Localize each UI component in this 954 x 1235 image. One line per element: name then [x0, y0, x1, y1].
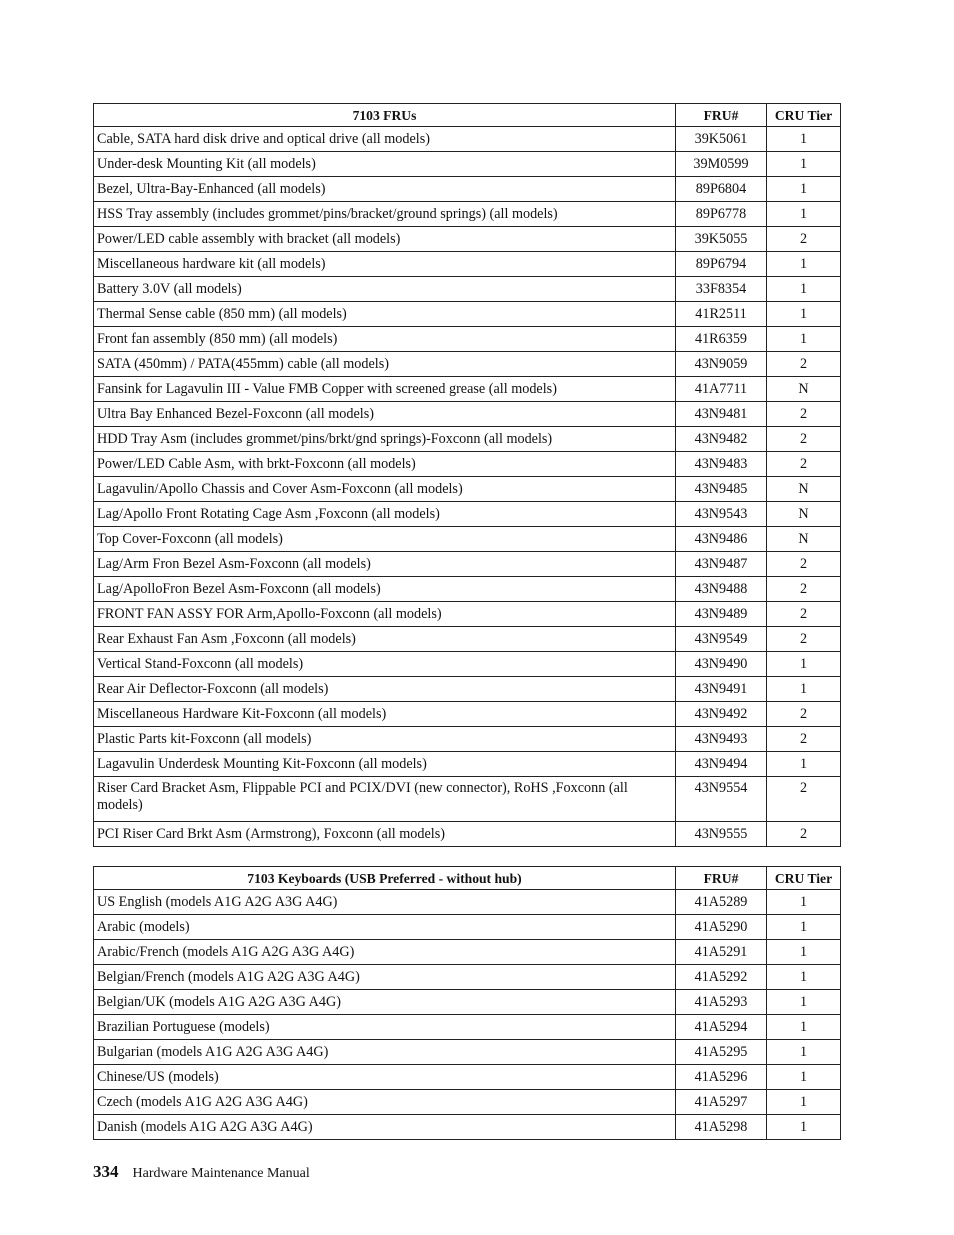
cru-tier-cell: 1 [767, 1115, 841, 1140]
cru-tier-cell: 1 [767, 277, 841, 302]
table-row [94, 427, 841, 452]
part-description-cell: HDD Tray Asm (includes grommet/pins/brkt/gnd springs)-Foxconn (all models) [94, 427, 676, 452]
table-row [94, 402, 841, 427]
part-description-cell: Thermal Sense cable (850 mm) (all models) [94, 302, 676, 327]
table-row [94, 502, 841, 527]
table-row [94, 915, 841, 940]
table-row [94, 302, 841, 327]
fru-number-cell: 39K5055 [676, 227, 767, 252]
fru-number-cell: 41A5291 [676, 940, 767, 965]
table-row [94, 377, 841, 402]
column-header-fru: FRU# [676, 104, 767, 127]
cru-tier-cell: 2 [767, 627, 841, 652]
fru-number-cell: 43N9485 [676, 477, 767, 502]
cru-tier-cell: 1 [767, 652, 841, 677]
page-footer [93, 1162, 310, 1182]
fru-number-cell: 41A7711 [676, 377, 767, 402]
table-row [94, 822, 841, 847]
table-row [94, 577, 841, 602]
table-row [94, 965, 841, 990]
cru-tier-cell: 1 [767, 1065, 841, 1090]
fru-number-cell: 43N9481 [676, 402, 767, 427]
table-row [94, 452, 841, 477]
column-header-description: 7103 Keyboards (USB Preferred - without hub) [94, 867, 676, 890]
cru-tier-cell: N [767, 527, 841, 552]
table-row [94, 1090, 841, 1115]
part-description-cell: Arabic/French (models A1G A2G A3G A4G) [94, 940, 676, 965]
fru-number-cell: 43N9494 [676, 752, 767, 777]
cru-tier-cell: 1 [767, 990, 841, 1015]
table-row [94, 327, 841, 352]
table-row [94, 652, 841, 677]
table-row [94, 627, 841, 652]
fru-number-cell: 41A5296 [676, 1065, 767, 1090]
fru-number-cell: 41A5290 [676, 915, 767, 940]
column-header-description: 7103 FRUs [94, 104, 676, 127]
part-description-cell: Bulgarian (models A1G A2G A3G A4G) [94, 1040, 676, 1065]
fru-number-cell: 41A5297 [676, 1090, 767, 1115]
table-row [94, 677, 841, 702]
column-header-cru-tier: CRU Tier [767, 867, 841, 890]
part-description-cell: Lag/Arm Fron Bezel Asm-Foxconn (all models) [94, 552, 676, 577]
fru-number-cell: 41A5292 [676, 965, 767, 990]
fru-number-cell: 41A5295 [676, 1040, 767, 1065]
part-description-cell: Riser Card Bracket Asm, Flippable PCI and PCIX/DVI (new connector), RoHS ,Foxconn (all models) [94, 777, 676, 822]
table-row [94, 477, 841, 502]
fru-number-cell: 39K5061 [676, 127, 767, 152]
part-description-cell: Lagavulin Underdesk Mounting Kit-Foxconn (all models) [94, 752, 676, 777]
table-row [94, 252, 841, 277]
part-description-cell: Power/LED Cable Asm, with brkt-Foxconn (all models) [94, 452, 676, 477]
fru-number-cell: 43N9490 [676, 652, 767, 677]
cru-tier-cell: 2 [767, 602, 841, 627]
table-row [94, 990, 841, 1015]
fru-number-cell: 41A5293 [676, 990, 767, 1015]
table-row [94, 1040, 841, 1065]
table-row [94, 602, 841, 627]
cru-tier-cell: 1 [767, 1090, 841, 1115]
fru-number-cell: 43N9059 [676, 352, 767, 377]
fru-number-cell: 43N9492 [676, 702, 767, 727]
part-description-cell: Vertical Stand-Foxconn (all models) [94, 652, 676, 677]
table-row [94, 552, 841, 577]
keyboard-table [93, 866, 841, 1140]
cru-tier-cell: 1 [767, 127, 841, 152]
cru-tier-cell: 1 [767, 752, 841, 777]
cru-tier-cell: 2 [767, 552, 841, 577]
table-row [94, 752, 841, 777]
table-row [94, 727, 841, 752]
cru-tier-cell: 1 [767, 915, 841, 940]
part-description-cell: Under-desk Mounting Kit (all models) [94, 152, 676, 177]
fru-number-cell: 41R6359 [676, 327, 767, 352]
cru-tier-cell: 2 [767, 577, 841, 602]
cru-tier-cell: 1 [767, 177, 841, 202]
table-header-row [94, 104, 841, 127]
cru-tier-cell: 2 [767, 352, 841, 377]
fru-number-cell: 43N9491 [676, 677, 767, 702]
fru-number-cell: 43N9493 [676, 727, 767, 752]
fru-number-cell: 89P6804 [676, 177, 767, 202]
cru-tier-cell: 1 [767, 327, 841, 352]
fru-number-cell: 43N9555 [676, 822, 767, 847]
part-description-cell: Ultra Bay Enhanced Bezel-Foxconn (all models) [94, 402, 676, 427]
fru-number-cell: 89P6778 [676, 202, 767, 227]
cru-tier-cell: N [767, 377, 841, 402]
part-description-cell: Lag/ApolloFron Bezel Asm-Foxconn (all models) [94, 577, 676, 602]
part-description-cell: Front fan assembly (850 mm) (all models) [94, 327, 676, 352]
table-row [94, 352, 841, 377]
manual-title: Hardware Maintenance Manual [132, 1166, 310, 1181]
table-row [94, 890, 841, 915]
cru-tier-cell: 2 [767, 702, 841, 727]
part-description-cell: Battery 3.0V (all models) [94, 277, 676, 302]
fru-number-cell: 41A5294 [676, 1015, 767, 1040]
fru-number-cell: 43N9482 [676, 427, 767, 452]
table-header-row [94, 867, 841, 890]
cru-tier-cell: 2 [767, 777, 841, 822]
cru-tier-cell: 2 [767, 427, 841, 452]
fru-number-cell: 43N9543 [676, 502, 767, 527]
part-description-cell: Brazilian Portuguese (models) [94, 1015, 676, 1040]
part-description-cell: SATA (450mm) / PATA(455mm) cable (all models) [94, 352, 676, 377]
cru-tier-cell: 1 [767, 940, 841, 965]
cru-tier-cell: 2 [767, 822, 841, 847]
page-number: 334 [93, 1162, 119, 1181]
part-description-cell: FRONT FAN ASSY FOR Arm,Apollo-Foxconn (all models) [94, 602, 676, 627]
part-description-cell: Rear Air Deflector-Foxconn (all models) [94, 677, 676, 702]
part-description-cell: Lag/Apollo Front Rotating Cage Asm ,Foxconn (all models) [94, 502, 676, 527]
cru-tier-cell: N [767, 502, 841, 527]
fru-table [93, 103, 841, 847]
part-description-cell: Rear Exhaust Fan Asm ,Foxconn (all models) [94, 627, 676, 652]
part-description-cell: Miscellaneous hardware kit (all models) [94, 252, 676, 277]
fru-number-cell: 43N9486 [676, 527, 767, 552]
table-row [94, 527, 841, 552]
table-row [94, 277, 841, 302]
fru-number-cell: 43N9549 [676, 627, 767, 652]
part-description-cell: Czech (models A1G A2G A3G A4G) [94, 1090, 676, 1115]
part-description-cell: Power/LED cable assembly with bracket (all models) [94, 227, 676, 252]
table-row [94, 1115, 841, 1140]
column-header-fru: FRU# [676, 867, 767, 890]
cru-tier-cell: 1 [767, 152, 841, 177]
cru-tier-cell: 2 [767, 227, 841, 252]
cru-tier-cell: 1 [767, 965, 841, 990]
table-row [94, 1015, 841, 1040]
fru-number-cell: 41R2511 [676, 302, 767, 327]
part-description-cell: HSS Tray assembly (includes grommet/pins/bracket/ground springs) (all models) [94, 202, 676, 227]
column-header-cru-tier: CRU Tier [767, 104, 841, 127]
part-description-cell: Belgian/French (models A1G A2G A3G A4G) [94, 965, 676, 990]
cru-tier-cell: 2 [767, 402, 841, 427]
table-row [94, 702, 841, 727]
fru-number-cell: 39M0599 [676, 152, 767, 177]
part-description-cell: Lagavulin/Apollo Chassis and Cover Asm-Foxconn (all models) [94, 477, 676, 502]
table-row [94, 1065, 841, 1090]
fru-number-cell: 43N9488 [676, 577, 767, 602]
fru-number-cell: 41A5298 [676, 1115, 767, 1140]
part-description-cell: Belgian/UK (models A1G A2G A3G A4G) [94, 990, 676, 1015]
part-description-cell: US English (models A1G A2G A3G A4G) [94, 890, 676, 915]
part-description-cell: Fansink for Lagavulin III - Value FMB Copper with screened grease (all models) [94, 377, 676, 402]
cru-tier-cell: 1 [767, 302, 841, 327]
part-description-cell: Danish (models A1G A2G A3G A4G) [94, 1115, 676, 1140]
table-row [94, 177, 841, 202]
fru-number-cell: 41A5289 [676, 890, 767, 915]
cru-tier-cell: 1 [767, 1015, 841, 1040]
cru-tier-cell: 1 [767, 1040, 841, 1065]
part-description-cell: Chinese/US (models) [94, 1065, 676, 1090]
fru-number-cell: 43N9487 [676, 552, 767, 577]
part-description-cell: Miscellaneous Hardware Kit-Foxconn (all models) [94, 702, 676, 727]
table-row [94, 127, 841, 152]
fru-number-cell: 43N9489 [676, 602, 767, 627]
part-description-cell: PCI Riser Card Brkt Asm (Armstrong), Foxconn (all models) [94, 822, 676, 847]
table-row [94, 940, 841, 965]
cru-tier-cell: 1 [767, 252, 841, 277]
part-description-cell: Bezel, Ultra-Bay-Enhanced (all models) [94, 177, 676, 202]
cru-tier-cell: 1 [767, 890, 841, 915]
part-description-cell: Plastic Parts kit-Foxconn (all models) [94, 727, 676, 752]
cru-tier-cell: N [767, 477, 841, 502]
cru-tier-cell: 1 [767, 202, 841, 227]
cru-tier-cell: 2 [767, 727, 841, 752]
part-description-cell: Arabic (models) [94, 915, 676, 940]
table-row [94, 152, 841, 177]
part-description-cell: Cable, SATA hard disk drive and optical drive (all models) [94, 127, 676, 152]
fru-number-cell: 43N9483 [676, 452, 767, 477]
cru-tier-cell: 1 [767, 677, 841, 702]
table-row [94, 777, 841, 822]
cru-tier-cell: 2 [767, 452, 841, 477]
part-description-cell: Top Cover-Foxconn (all models) [94, 527, 676, 552]
fru-number-cell: 33F8354 [676, 277, 767, 302]
fru-number-cell: 43N9554 [676, 777, 767, 822]
table-row [94, 227, 841, 252]
fru-number-cell: 89P6794 [676, 252, 767, 277]
table-row [94, 202, 841, 227]
